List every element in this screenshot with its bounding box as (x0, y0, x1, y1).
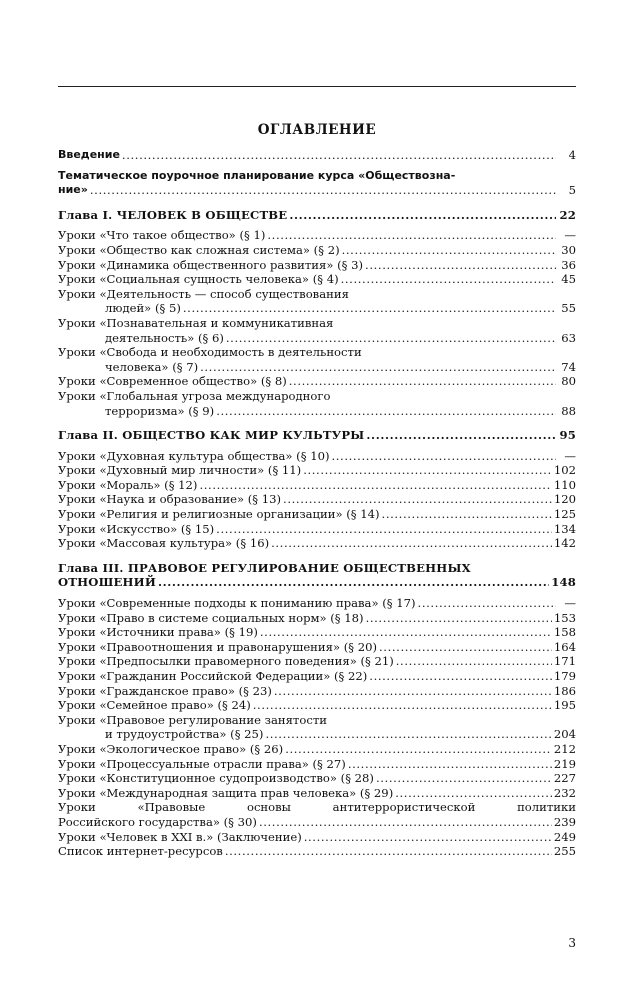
toc-entry[interactable]: Уроки «Конституционное судопроизводство» (§ 28) ..... 227 (58, 771, 576, 786)
page-number: 3 (568, 936, 576, 950)
toc-entry[interactable]: Уроки «Массовая культура» (§ 16) ..... 142 (58, 536, 576, 551)
toc-entry[interactable]: Уроки «Семейное право» (§ 24) ..... 195 (58, 698, 576, 713)
header-rule (58, 86, 576, 87)
toc-entry[interactable]: Уроки «Современное общество» (§ 8) ..... 80 (58, 374, 576, 389)
toc-entry[interactable]: Уроки «Правоотношения и правонарушения» (§ 20) ..... 164 (58, 640, 576, 655)
toc-entry[interactable]: Уроки «Современные подходы к пониманию права» (§ 17) ..... — (58, 596, 576, 611)
toc-entry[interactable]: Уроки «Гражданское право» (§ 23) ..... 186 (58, 684, 576, 699)
toc-entry-introduction[interactable]: Введение ..... 4 (58, 148, 576, 163)
toc-entry[interactable]: Уроки «Религия и религиозные организации» (§ 14) ..... 125 (58, 507, 576, 522)
toc-entry[interactable]: Уроки «Деятельность — способ существования людей» (§ 5) ..... 55 (58, 287, 576, 316)
toc-entry[interactable]: Уроки «Экологическое право» (§ 26) ..... 212 (58, 742, 576, 757)
toc-entry[interactable]: Уроки «Глобальная угроза международного терроризма» (§ 9) ..... 88 (58, 389, 576, 418)
page-title: ОГЛАВЛЕНИЕ (257, 122, 377, 138)
toc-entry[interactable]: Уроки «Динамика общественного развития» (§ 3) ..... 36 (58, 258, 576, 273)
toc-entry[interactable]: Уроки «Познавательная и коммуникативная деятельность» (§ 6) ..... 63 (58, 316, 576, 345)
toc-entry[interactable]: Уроки «Правовые основы антитеррористической политики Российского государства» (§ 30) ..... 239 (58, 800, 576, 829)
toc-entry[interactable]: Уроки «Мораль» (§ 12) ..... 110 (58, 478, 576, 493)
toc-entry[interactable]: Уроки «Духовная культура общества» (§ 10) ..... — (58, 449, 576, 464)
toc-entry[interactable]: Уроки «Общество как сложная система» (§ 2) ..... 30 (58, 243, 576, 258)
toc-entry[interactable]: Уроки «Процессуальные отрасли права» (§ 27) ..... 219 (58, 757, 576, 772)
toc-entry[interactable]: Уроки «Источники права» (§ 19) ..... 158 (58, 625, 576, 640)
toc-entry-planning[interactable]: Тематическое поурочное планирование курса «Обществозна- ние» ..... 5 (58, 169, 576, 198)
table-of-contents (58, 148, 576, 859)
toc-entry[interactable]: Уроки «Что такое общество» (§ 1) ..... — (58, 228, 576, 243)
toc-chapter-3[interactable]: Глава III. ПРАВОВОЕ РЕГУЛИРОВАНИЕ ОБЩЕСТВЕННЫХ ОТНОШЕНИЙ ..... 148 (58, 561, 576, 590)
toc-entry[interactable]: Уроки «Гражданин Российской Федерации» (§ 22) ..... 179 (58, 669, 576, 684)
toc-entry[interactable]: Уроки «Свобода и необходимость в деятельности человека» (§ 7) ..... 74 (58, 345, 576, 374)
toc-entry-resources[interactable]: Список интернет-ресурсов ..... 255 (58, 844, 576, 859)
toc-entry[interactable]: Уроки «Социальная сущность человека» (§ 4) ..... 45 (58, 272, 576, 287)
toc-chapter-2[interactable]: Глава II. ОБЩЕСТВО КАК МИР КУЛЬТУРЫ ..... 95 (58, 428, 576, 443)
toc-entry[interactable]: Уроки «Правовое регулирование занятости и трудоустройства» (§ 25) ..... 204 (58, 713, 576, 742)
toc-entry[interactable]: Уроки «Предпосылки правомерного поведения» (§ 21) ..... 171 (58, 654, 576, 669)
toc-entry[interactable]: Уроки «Международная защита прав человека» (§ 29) ..... 232 (58, 786, 576, 801)
toc-entry[interactable]: Уроки «Духовный мир личности» (§ 11) ..... 102 (58, 463, 576, 478)
toc-entry[interactable]: Уроки «Искусство» (§ 15) ..... 134 (58, 522, 576, 537)
toc-entry[interactable]: Уроки «Наука и образование» (§ 13) ..... 120 (58, 492, 576, 507)
toc-entry[interactable]: Уроки «Право в системе социальных норм» (§ 18) ..... 153 (58, 611, 576, 626)
toc-chapter-1[interactable]: Глава I. ЧЕЛОВЕК В ОБЩЕСТВЕ ..... 22 (58, 208, 576, 223)
toc-entry[interactable]: Уроки «Человек в XXI в.» (Заключение) ..... 249 (58, 830, 576, 845)
